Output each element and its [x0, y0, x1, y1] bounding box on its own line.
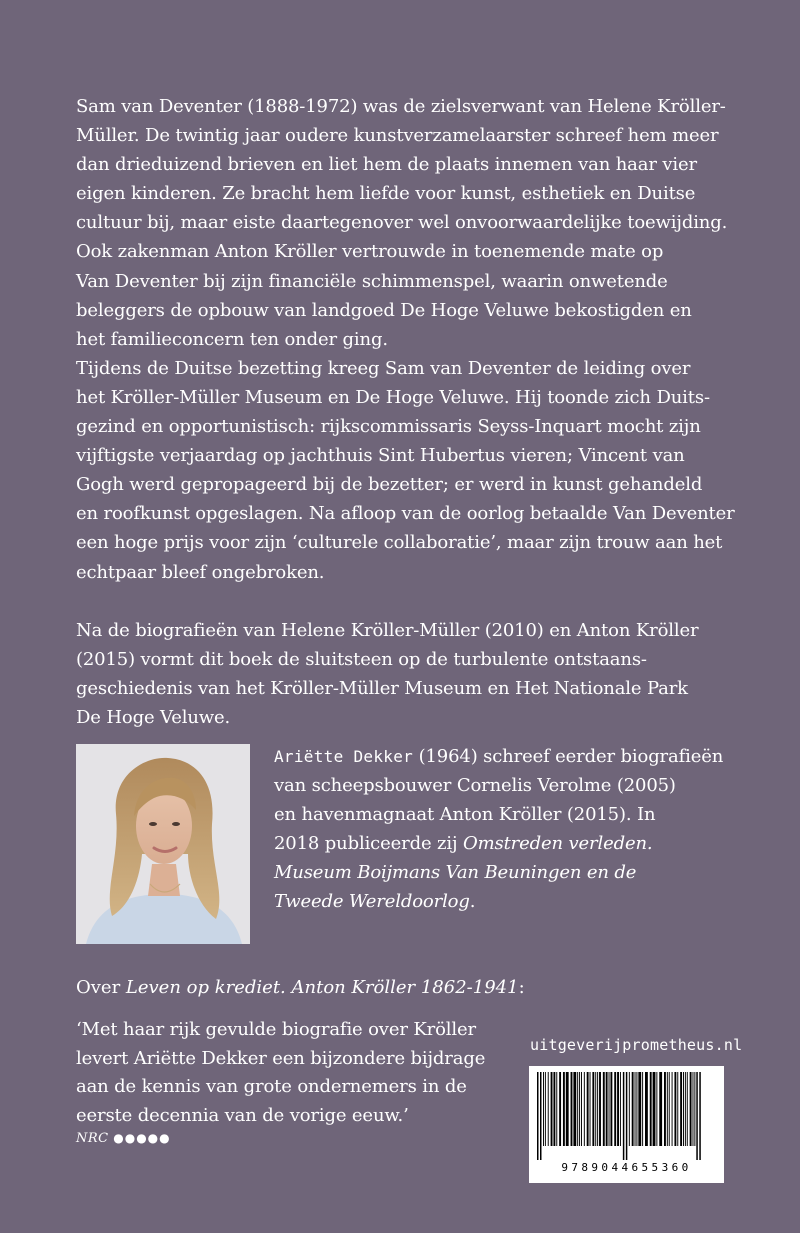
barcode-bar	[553, 1072, 555, 1146]
barcode-bar	[571, 1072, 573, 1146]
author-portrait-illustration	[76, 744, 250, 944]
barcode-bar	[694, 1072, 695, 1146]
barcode-bar	[606, 1072, 608, 1146]
barcode-bar	[638, 1072, 641, 1146]
barcode-bar	[581, 1072, 582, 1146]
barcode-bar	[566, 1072, 569, 1146]
barcode-bar	[664, 1072, 666, 1146]
barcode-bar	[559, 1072, 561, 1146]
barcode-bar	[685, 1072, 686, 1146]
barcode-bar	[687, 1072, 688, 1146]
barcode-bar	[614, 1072, 616, 1146]
barcode-bar	[573, 1072, 576, 1146]
barcode-bar	[699, 1072, 701, 1160]
barcode-bar	[629, 1072, 630, 1146]
barcode-bar	[587, 1072, 589, 1146]
barcode-bar	[592, 1072, 594, 1146]
barcode-bar	[635, 1072, 636, 1146]
author-bio: Ariëtte Dekker (1964) schreef eerder biografieën van scheepsbouwer Cornelis Verolme (2005) en havenmagnaat Anton Kröller (2015). In 2018 publiceerde zij Omstreden verleden. Museum Boijmans Van Beuningen en de Tweede Wereldoorlog.	[274, 746, 724, 912]
review-intro: Over Leven op krediet. Anton Kröller 1862-1941:	[76, 977, 525, 998]
barcode-bar	[595, 1072, 596, 1146]
barcode-bar	[609, 1072, 610, 1146]
barcode-bar	[551, 1072, 553, 1146]
barcode-bar	[543, 1072, 544, 1146]
barcode	[529, 1066, 724, 1183]
barcode-bar	[577, 1072, 578, 1146]
barcode-bar	[650, 1072, 652, 1146]
barcode-bar	[642, 1072, 643, 1146]
barcode-bar	[672, 1072, 673, 1146]
barcode-bar	[540, 1072, 542, 1160]
book-title-omstreden: Omstreden verleden.	[462, 833, 653, 854]
barcode-bar	[632, 1072, 634, 1146]
barcode-bar	[584, 1072, 585, 1146]
barcode-bar	[680, 1072, 682, 1146]
barcode-bar	[690, 1072, 692, 1146]
barcode-bar	[645, 1072, 648, 1146]
barcode-bars	[535, 1072, 718, 1160]
barcode-bar	[597, 1072, 598, 1146]
barcode-bar	[656, 1072, 657, 1146]
rating-stars: ●●●●●	[113, 1131, 171, 1145]
barcode-bar	[599, 1072, 601, 1146]
publisher-website: uitgeverijprometheus.nl	[530, 1036, 743, 1054]
blurb-paragraph-2: Tijdens de Duitse bezetting kreeg Sam van Deventer de leiding over het Kröller-Müller Museum en De Hoge Veluwe. Hij toonde zich Duits- gezind en opportunistisch: rijkscommissaris Seyss-Inquart mocht zijn vijftigste verjaardag op jachthuis Sint Hubertus vieren; Vincent van Gogh werd gepropageerd bij de bezetter; er werd in kunst gehandeld en roofkunst opgeslagen. Na afloop van de oorlog betaalde Van Deventer een hoge prijs voor zijn ‘culturele collaboratie’, maar zijn trouw aan het echtpaar bleef ongebroken.	[76, 357, 735, 583]
isbn-number: 9789044655360	[561, 1161, 692, 1174]
author-name: Ariëtte Dekker	[274, 747, 414, 766]
barcode-bar	[669, 1072, 670, 1146]
barcode-bar	[696, 1072, 698, 1160]
review-quote: ‘Met haar rijk gevulde biografie over Kröller levert Ariëtte Dekker een bijzondere bijdrage aan de kennis van grote ondernemers in de eerste decennia van de vorige eeuw.’	[76, 1019, 486, 1126]
barcode-bar	[556, 1072, 557, 1146]
barcode-bar	[659, 1072, 662, 1146]
barcode-bar	[626, 1072, 628, 1160]
review-source-name: NRC	[76, 1131, 109, 1146]
barcode-bar	[653, 1072, 656, 1146]
barcode-bar	[683, 1072, 684, 1146]
reviewed-book-title: Leven op krediet. Anton Kröller 1862-1941	[125, 977, 519, 998]
blurb-text	[76, 92, 736, 732]
barcode-bar	[620, 1072, 621, 1146]
barcode-bar	[693, 1072, 694, 1146]
barcode-bar	[623, 1072, 625, 1160]
barcode-bar	[537, 1072, 539, 1160]
blurb-paragraph-3: Na de biografieën van Helene Kröller-Müller (2010) en Anton Kröller (2015) vormt dit boek de sluitsteen op de turbulente ontstaans- geschiedenis van het Kröller-Müller Museum en Het Nationale Park De Hoge Veluwe.	[76, 619, 699, 728]
barcode-bar	[590, 1072, 591, 1146]
review-source	[76, 1131, 171, 1146]
barcode-bar	[610, 1072, 612, 1146]
blurb-paragraph-1: Sam van Deventer (1888-1972) was de zielsverwant van Helene Kröller- Müller. De twintig jaar oudere kunstverzamelaarster schreef hem meer dan drieduizend brieven en liet hem de plaats innemen van haar vier eigen kinderen. Ze bracht hem liefde voor kunst, esthetiek en Duitse cultuur bij, maar eiste daartegenover wel onvoorwaardelijke toewijding. Ook zakenman Anton Kröller vertrouwde in toenemende mate op Van Deventer bij zijn financiële schimmenspel, waarin onwetende beleggers de opbouw van landgoed De Hoge Veluwe bekostigden en het familieconcern ten onder ging.	[76, 96, 728, 350]
barcode-bar	[603, 1072, 605, 1146]
barcode-bar	[563, 1072, 565, 1146]
barcode-bar	[674, 1072, 676, 1146]
barcode-bar	[667, 1072, 668, 1146]
barcode-bar	[636, 1072, 637, 1146]
barcode-bar	[579, 1072, 580, 1146]
author-photo	[76, 744, 250, 944]
barcode-bar	[548, 1072, 549, 1146]
barcode-bar	[617, 1072, 619, 1146]
barcode-bar	[677, 1072, 678, 1146]
barcode-bar	[545, 1072, 546, 1146]
